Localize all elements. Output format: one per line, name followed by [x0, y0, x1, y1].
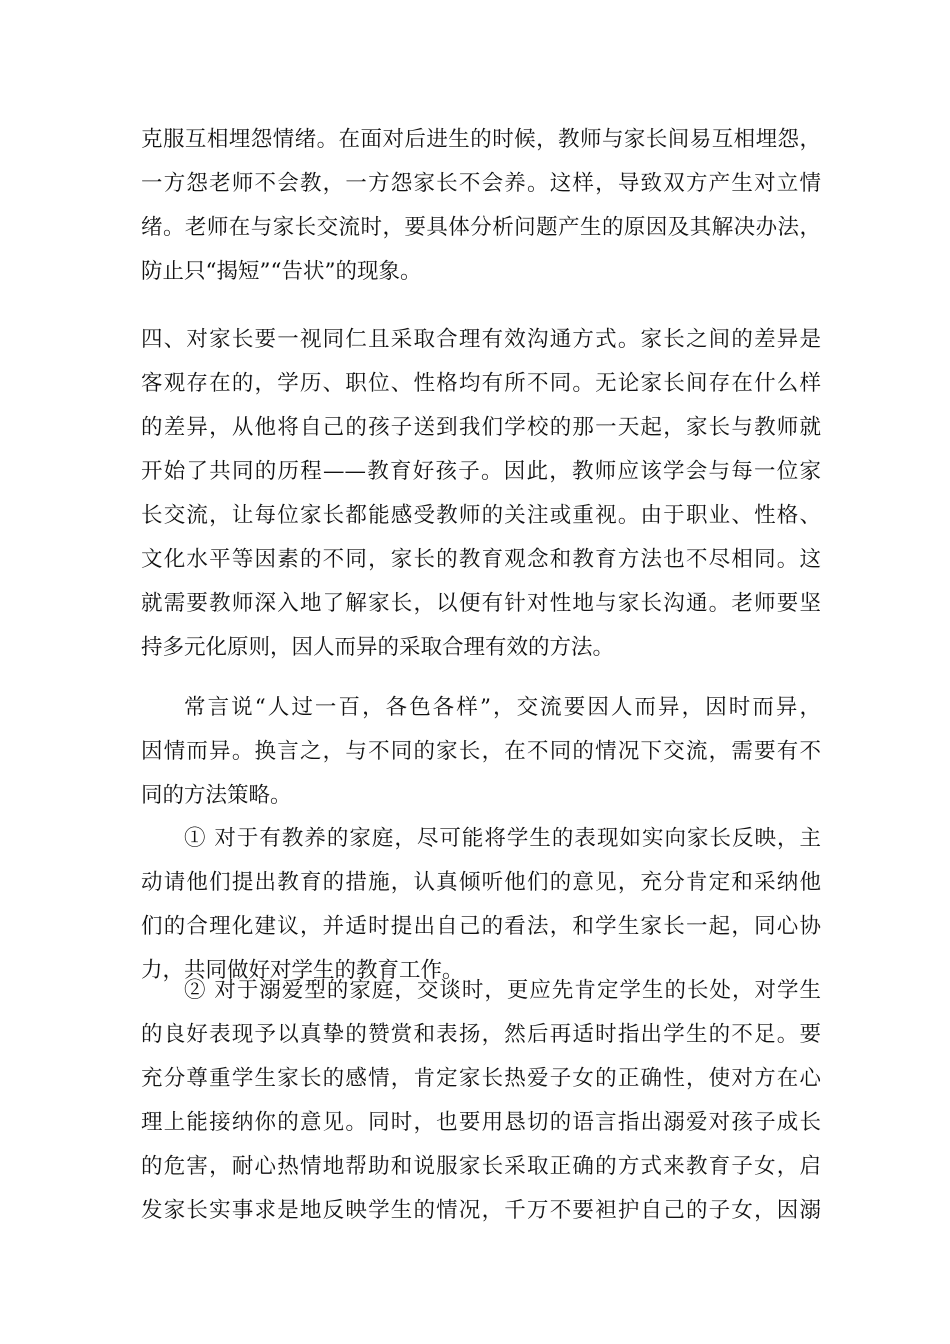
text-line: 持多元化原则，因人而异的采取合理有效的方法。 — [141, 635, 615, 660]
text-line: 开始了共同的历程——教育好孩子。因此，教师应该学会与每一位家 — [141, 459, 821, 484]
paragraph-saying — [141, 686, 821, 818]
text-line: 们的合理化建议，并适时提出自己的看法，和学生家长一起，同心协 — [141, 914, 821, 939]
paragraph-item-two — [141, 969, 821, 1233]
text-line: 的良好表现予以真挚的赞赏和表扬，然后再适时指出学生的不足。要 — [141, 1022, 821, 1047]
text-line: 文化水平等因素的不同，家长的教育观念和教育方法也不尽相同。这 — [141, 547, 821, 572]
text-line: ② 对于溺爱型的家庭，交谈时，更应先肯定学生的长处，对学生 — [184, 978, 821, 1003]
paragraph-section-four — [141, 318, 821, 670]
paragraph-complaint-emotions — [141, 118, 821, 294]
text-line: ① 对于有教养的家庭，尽可能将学生的表现如实向家长反映，主 — [184, 826, 821, 851]
text-line: 因情而异。换言之，与不同的家长，在不同的情况下交流，需要有不 — [141, 739, 821, 764]
paragraph-item-one — [141, 817, 821, 993]
text-line: 克服互相埋怨情绪。在面对后进生的时候，教师与家长间易互相埋怨， — [141, 127, 821, 152]
text-line: 力，共同做好对学生的教育工作。 — [141, 958, 464, 983]
text-line: 充分尊重学生家长的感情，肯定家长热爱子女的正确性，使对方在心 — [141, 1066, 821, 1091]
text-line: 绪。老师在与家长交流时，要具体分析问题产生的原因及其解决办法， — [141, 215, 821, 240]
text-line: 的差异，从他将自己的孩子送到我们学校的那一天起，家长与教师就 — [141, 415, 821, 440]
text-line: 客观存在的，学历、职位、性格均有所不同。无论家长间存在什么样 — [141, 371, 821, 396]
text-line: 动请他们提出教育的措施，认真倾听他们的意见，充分肯定和采纳他 — [141, 870, 821, 895]
text-line: 长交流，让每位家长都能感受教师的关注或重视。由于职业、性格、 — [141, 503, 821, 528]
text-line: 就需要教师深入地了解家长，以便有针对性地与家长沟通。老师要坚 — [141, 591, 821, 616]
text-line: 发家长实事求是地反映学生的情况，千万不要袒护自己的子女，因溺 — [141, 1198, 821, 1223]
text-line: 的危害，耐心热情地帮助和说服家长采取正确的方式来教育子女，启 — [141, 1154, 821, 1179]
text-line: 理上能接纳你的意见。同时，也要用恳切的语言指出溺爱对孩子成长 — [141, 1110, 821, 1135]
text-line: 防止只“揭短”“告状”的现象。 — [141, 259, 422, 284]
text-line: 一方怨老师不会教，一方怨家长不会养。这样，导致双方产生对立情 — [141, 171, 821, 196]
text-line: 同的方法策略。 — [141, 783, 292, 808]
text-line: 常言说“人过一百，各色各样”，交流要因人而异，因时而异， — [184, 695, 821, 720]
section-heading-line: 四、对家长要一视同仁且采取合理有效沟通方式。家长之间的差异是 — [141, 327, 821, 352]
